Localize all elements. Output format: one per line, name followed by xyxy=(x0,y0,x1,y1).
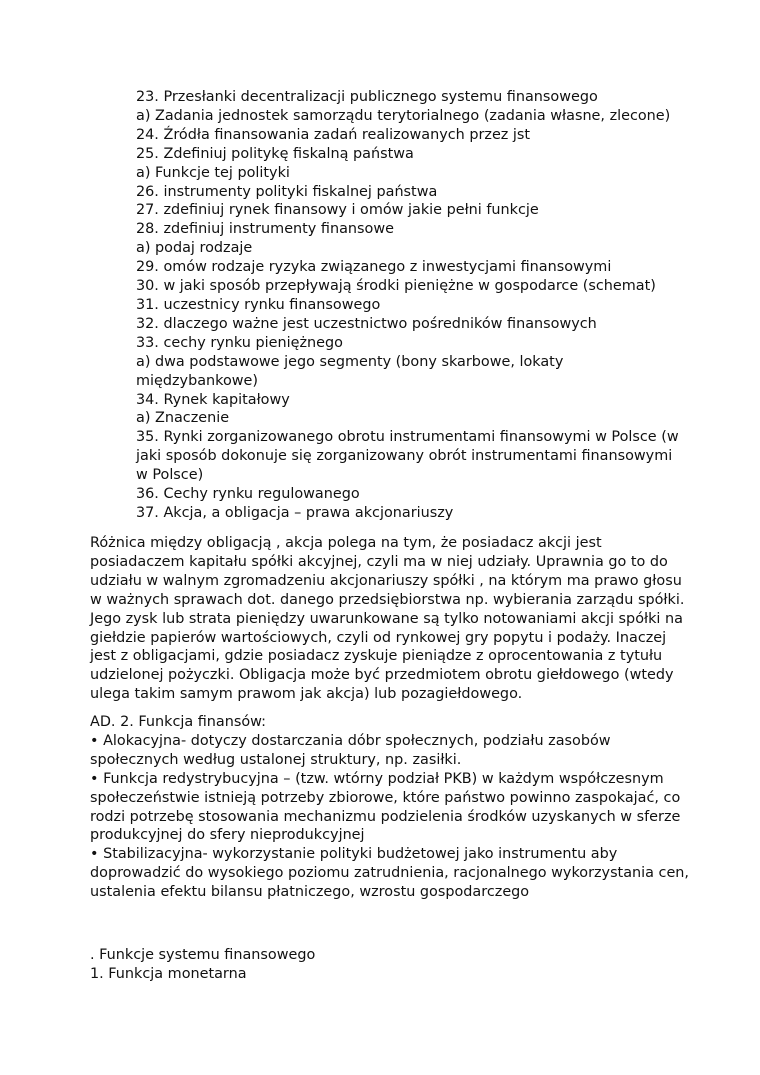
list-item: 27. zdefiniuj rynek finansowy i omów jakie pełni funkcje xyxy=(136,202,539,219)
list-item: 28. zdefiniuj instrumenty finansowe xyxy=(136,221,394,238)
list-item: 36. Cechy rynku regulowanego xyxy=(136,486,360,503)
list-item: 23. Przesłanki decentralizacji publicznego systemu finansowego xyxy=(136,89,598,105)
list-item: 32. dlaczego ważne jest uczestnictwo pośredników finansowych xyxy=(136,315,597,332)
list-item: a) Znaczenie xyxy=(136,410,230,427)
bullet-item: • Stabilizacyjna- wykorzystanie polityki budżetowej jako instrumentu aby doprowadzić do wysokiego poziomu zatrudnienia, racjonalnego wykorzystania cen, ustalenia efektu bilansu płatniczego, wzrostu gospodarczego xyxy=(90,846,689,901)
list-item: a) podaj rodzaje xyxy=(136,240,253,257)
list-item: 24. Źródła finansowania zadań realizowanych przez jst xyxy=(136,126,531,143)
list-item: 33. cechy rynku pieniężnego xyxy=(136,334,343,351)
list-item: a) dwa podstawowe jego segmenty (bony skarbowe, lokaty międzybankowe) xyxy=(136,353,564,389)
list-item: 25. Zdefiniuj politykę fiskalną państwa xyxy=(136,145,414,162)
list-item: 35. Rynki zorganizowanego obrotu instrumentami finansowymi w Polsce (w jaki sposób dokonuje się zorganizowany obrót instrumentami finansowymi w Polsce) xyxy=(136,429,679,484)
list-item: 1. Funkcja monetarna xyxy=(90,965,247,982)
list-item: a) Zadania jednostek samorządu terytorialnego (zadania własne, zlecone) xyxy=(136,107,671,124)
list-item: 29. omów rodzaje ryzyka związanego z inwestycjami finansowymi xyxy=(136,259,612,276)
section-heading: AD. 2. Funkcja finansów: xyxy=(90,714,267,730)
question-list xyxy=(136,88,681,523)
paragraph-akcja-obligacja: Różnica między obligacją , akcja polega na tym, że posiadacz akcji jest posiadaczem kapitału spółki akcyjnej, czyli ma w niej udziały. Uprawnia go to do udziału w walnym zgromadzeniu akcjonariuszy spółki , na którym ma prawo głosu w ważnych sprawach dot. danego przedsiębiorstwa np. wybierania zarządu spółki. Jego zysk lub strata pieniędzy uwarunkowane są tylko notowaniami akcji spółki na giełdzie papierów wartościowych, czyli od rynkowej gry popytu i podaży. Inaczej jest z obligacjami, gdzie posiadacz zyskuje pieniądze z oprocentowania z tytułu udzielonej pożyczki. Obligacja może być przedmiotem obrotu giełdowego (wtedy ulega takim samym prawom jak akcja) lub pozagiełdowego. xyxy=(90,535,685,703)
section-heading: . Funkcje systemu finansowego xyxy=(90,947,316,963)
bullet-item: • Funkcja redystrybucyjna – (tzw. wtórny podział PKB) w każdym współczesnym społeczeństwie istnieją potrzeby zbiorowe, które państwo powinno zaspokajać, co rodzi potrzebę stosowania mechanizmu podzielenia środków uzyskanych w sferze produkcyjnej do sfery nieprodukcyjnej xyxy=(90,770,681,844)
list-item: 30. w jaki sposób przepływają środki pieniężne w gospodarce (schemat) xyxy=(136,278,656,295)
list-item: 31. uczestnicy rynku finansowego xyxy=(136,296,381,313)
section-funkcje-systemu xyxy=(90,946,690,984)
list-item: 37. Akcja, a obligacja – prawa akcjonariuszy xyxy=(136,504,454,521)
list-item: 34. Rynek kapitałowy xyxy=(136,391,290,408)
bullet-item: • Alokacyjna- dotyczy dostarczania dóbr społecznych, podziału zasobów społecznych według ustalonej struktury, np. zasiłki. xyxy=(90,732,611,768)
section-funkcje-finansow xyxy=(90,713,690,902)
list-item: 26. instrumenty polityki fiskalnej państwa xyxy=(136,183,438,200)
list-item: a) Funkcje tej polityki xyxy=(136,164,290,181)
